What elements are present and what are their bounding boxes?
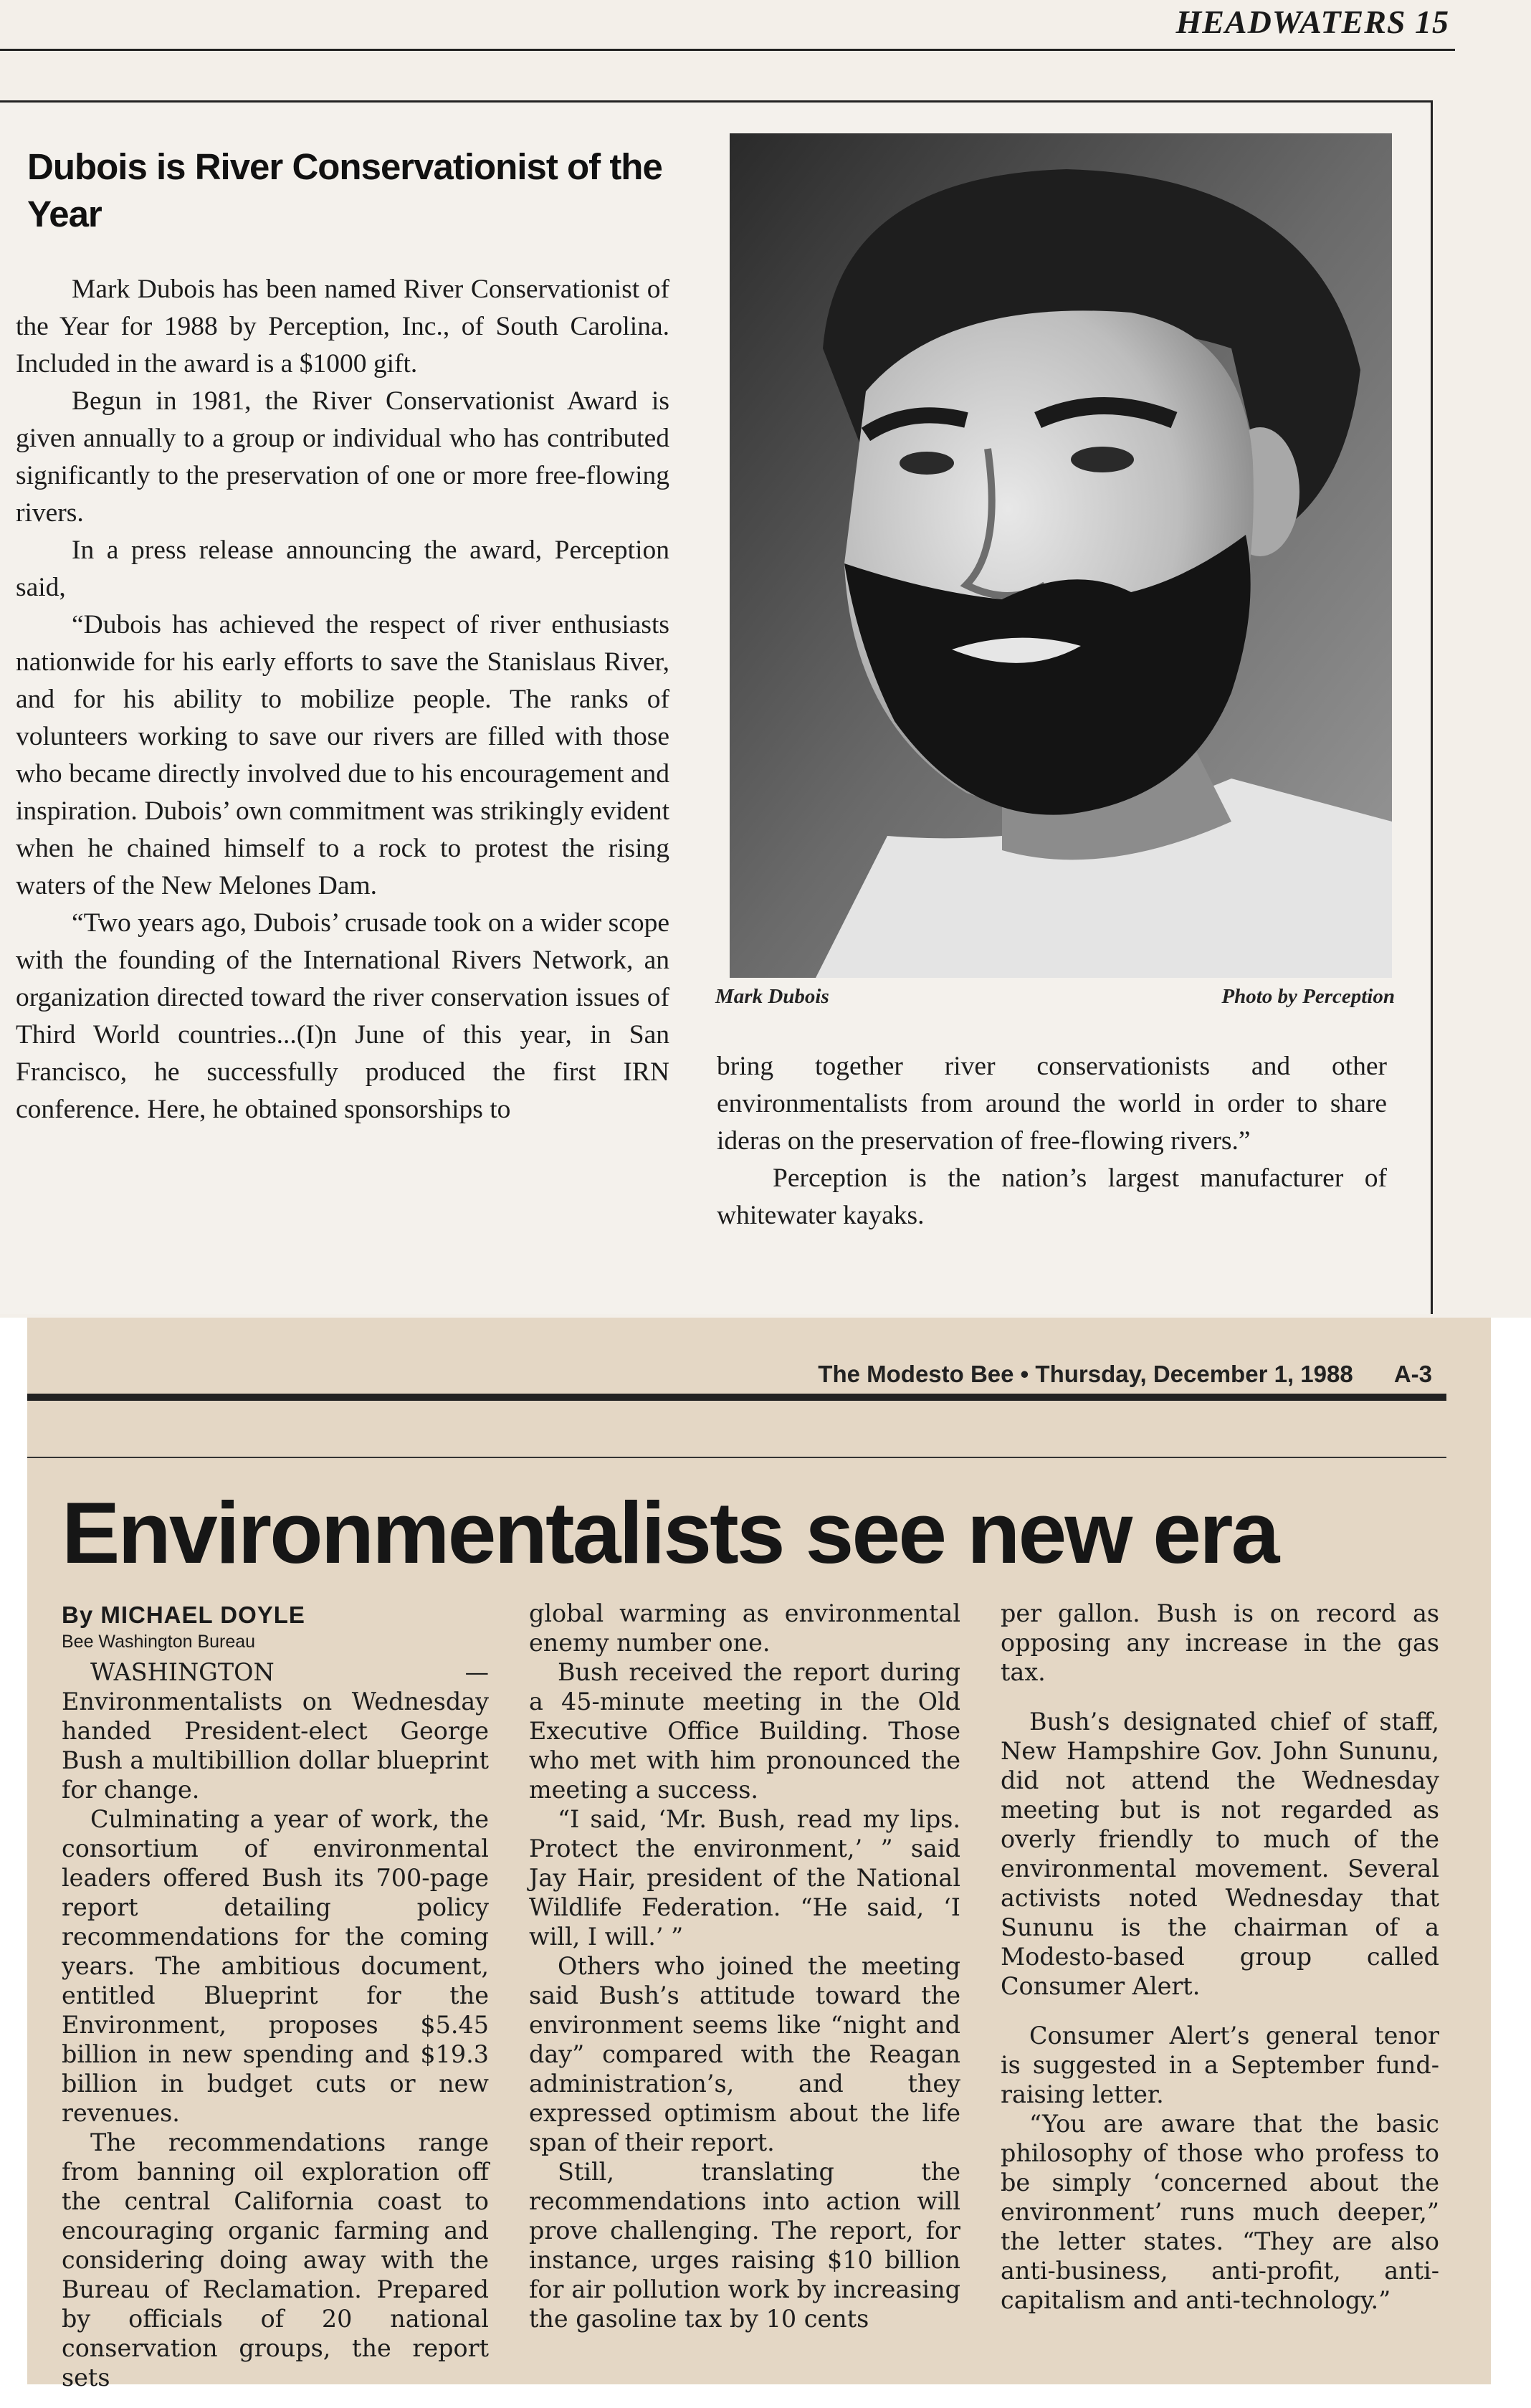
news-column-1 [62, 1657, 489, 2392]
paragraph: Still, translating the recommendations into action will prove challenging. The report, for instance, urges raising $10 billion for air pollution work by increasing the gasoline tax by 10 cents [529, 2158, 960, 2333]
paragraph: Perception is the nation’s largest manufacturer of whitewater kayaks. [717, 1163, 1387, 1230]
bullet-icon: • [1020, 1361, 1029, 1387]
paragraph: per gallon. Bush is on record as opposing any increase in the gas tax. [1001, 1599, 1439, 1686]
article-title: Dubois is River Conservationist of the Year [27, 146, 662, 234]
page-number: A-3 [1393, 1361, 1432, 1387]
paragraph: Bush’s designated chief of staff, New Hampshire Gov. John Sununu, did not attend the Wednesday meeting but is not regarded as overly friendly to much of the environmental movement. Several activists noted Wednesday that Sununu is the chairman of a Modesto-based group called Consumer Alert. [1001, 1708, 1439, 2000]
photo-credit: Photo by Perception [1221, 985, 1395, 1008]
article-column-1 [16, 271, 669, 1128]
portrait-photo [730, 133, 1392, 978]
byline: By MICHAEL DOYLE [62, 1602, 305, 1628]
paragraph: bring together river conservationists and other environmentalists from around the world in order to share ideras on the preservation of free-flowing rivers.” [717, 1052, 1387, 1156]
paragraph: Others who joined the meeting said Bush’s attitude toward the environment seems like “night and day” compared with the Reagan administration’s, and they expressed optimism about the life span of their report. [529, 1952, 960, 2156]
news-column-3 [1001, 1599, 1439, 2315]
newspaper-masthead [818, 1361, 1432, 1388]
header-rule [0, 49, 1455, 51]
paragraph: “Dubois has achieved the respect of river enthusiasts nationwide for his early efforts to save the Stanislaus River, and for his ability to mobilize people. The ranks of volunteers working to save our rivers are filled with those who became directly involved due to his encouragement and inspiration. Dubois’ own commitment was strikingly evident when he chained himself to a rock to protest the rising waters of the New Melones Dam. [16, 610, 669, 900]
paragraph: “Two years ago, Dubois’ crusade took on a wider scope with the founding of the International Rivers Network, an organization directed toward the river conservation issues of Third World countries...(I)n June of this year, in San Francisco, he successfully produced the first IRN conference. Here, he obtained sponsorships to [16, 908, 669, 1124]
paragraph: Culminating a year of work, the consortium of environmental leaders offered Bush its 700-page report detailing policy recommendations for the coming years. The ambitious document, entitled Blueprint for the Environment, proposes $5.45 billion in new spending and $19.3 billion in budget cuts or new revenues. [62, 1805, 489, 2127]
paragraph: “You are aware that the basic philosophy of those who profess to be simply ‘concerned about the environment’ runs much deeper,” the letter states. “They are also anti-business, anti-profit, anti-capitalism and anti-technology.” [1001, 2110, 1439, 2314]
section-rule [27, 1457, 1446, 1458]
news-column-2 [529, 1599, 960, 2333]
paragraph: Consumer Alert’s general tenor is suggested in a September fund-raising letter. [1001, 2022, 1439, 2108]
paragraph: global warming as environmental enemy number one. [529, 1599, 960, 1657]
masthead-rule [27, 1394, 1446, 1401]
bureau-credit: Bee Washington Bureau [62, 1632, 256, 1652]
paragraph: In a press release announcing the award, Perception said, [16, 536, 669, 602]
issue-date: Thursday, December 1, 1988 [1035, 1361, 1353, 1387]
paragraph: Begun in 1981, the River Conservationist Award is given annually to a group or individual who has contributed significantly to the preservation of one or more free-flowing rivers. [16, 386, 669, 528]
headline: Environmentalists see new era [62, 1484, 1278, 1581]
paragraph: The recommendations range from banning oil exploration off the central California coast to encouraging organic farming and considering doing away with the Bureau of Reclamation. Prepared by officials of 20 national conservation groups, the report sets [62, 2128, 489, 2392]
paragraph: WASHINGTON — Environmentalists on Wednesday handed President-elect George Bush a multibillion dollar blueprint for change. [62, 1658, 489, 1804]
article-column-2 [717, 1048, 1387, 1234]
portrait-illustration [730, 133, 1392, 978]
newspaper-name: The Modesto Bee [818, 1361, 1014, 1387]
paragraph: “I said, ‘Mr. Bush, read my lips. Protect the environment,’ ” said Jay Hair, president of the National Wildlife Federation. “He said, ‘I will, I will.’ ” [529, 1805, 960, 1951]
page-header: HEADWATERS 15 [1175, 4, 1449, 40]
photo-caption: Mark Dubois [715, 985, 829, 1008]
paragraph: Mark Dubois has been named River Conservationist of the Year for 1988 by Perception, Inc., of South Carolina. Included in the award is a $1000 gift. [16, 275, 669, 379]
paragraph: Bush received the report during a 45-minute meeting in the Old Executive Office Building. Those who met with him pronounced the meeting a success. [529, 1658, 960, 1804]
